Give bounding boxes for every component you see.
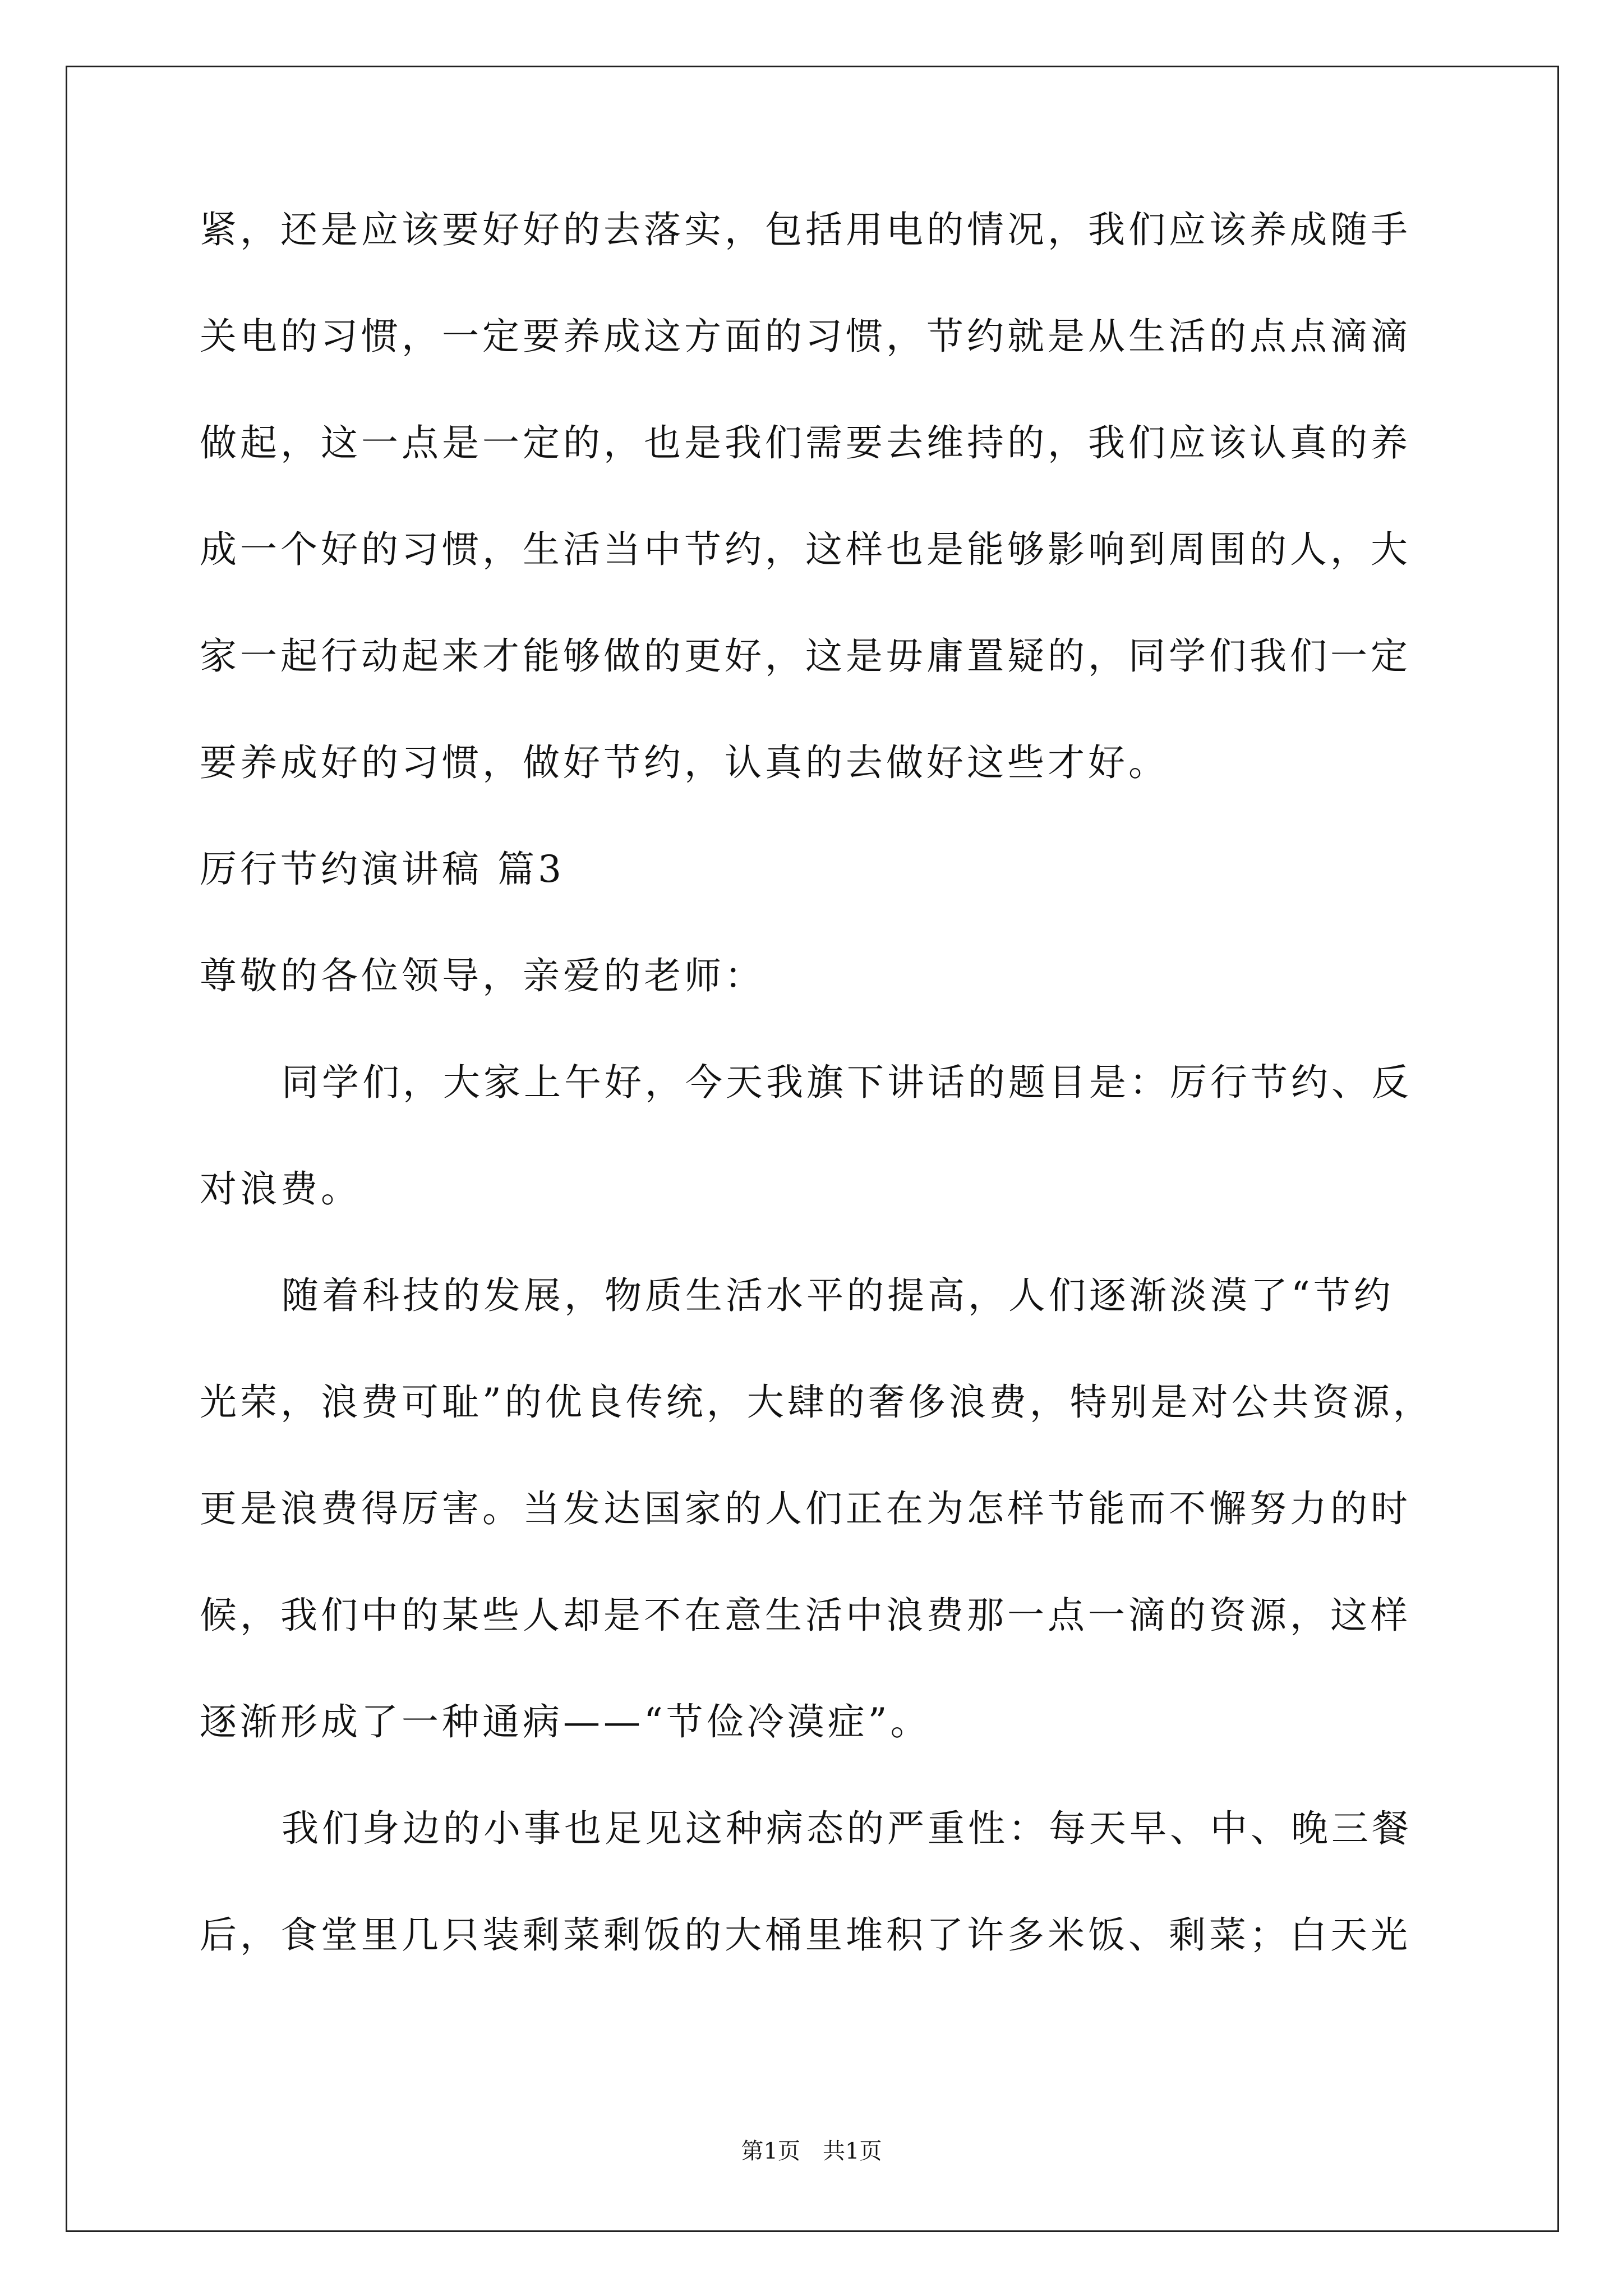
paragraph-line: 家一起行动起来才能够做的更好，这是毋庸置疑的，同学们我们一定 <box>200 634 1411 678</box>
page-number: 第1页 <box>741 2138 800 2164</box>
paragraph-line: 我们身边的小事也足见这种病态的严重性：每天早、中、晚三餐 <box>282 1807 1412 1850</box>
paragraph-line: 同学们，大家上午好，今天我旗下讲话的题目是：厉行节约、反 <box>282 1061 1412 1104</box>
paragraph-line: 关电的习惯，一定要养成这方面的习惯，节约就是从生活的点点滴滴 <box>200 315 1411 358</box>
salutation: 尊敬的各位领导，亲爱的老师： <box>200 954 765 997</box>
paragraph-line: 随着科技的发展，物质生活水平的提高，人们逐渐淡漠了“节约 <box>282 1274 1394 1317</box>
page-footer <box>0 2137 1623 2165</box>
paragraph-line: 更是浪费得厉害。当发达国家的人们正在为怎样节能而不懈努力的时 <box>200 1487 1411 1530</box>
paragraph-line: 做起，这一点是一定的，也是我们需要去维持的，我们应该认真的养 <box>200 421 1411 464</box>
paragraph-line: 候，我们中的某些人却是不在意生活中浪费那一点一滴的资源，这样 <box>200 1594 1411 1637</box>
section-heading: 厉行节约演讲稿 篇3 <box>200 848 565 891</box>
paragraph-line: 成一个好的习惯，生活当中节约，这样也是能够影响到周围的人，大 <box>200 528 1411 571</box>
paragraph-line: 对浪费。 <box>200 1167 361 1211</box>
paragraph-line: 逐渐形成了一种通病——“节俭冷漠症”。 <box>200 1700 931 1743</box>
paragraph-line: 紧，还是应该要好好的去落实，包括用电的情况，我们应该养成随手 <box>200 208 1411 251</box>
page-total: 共1页 <box>823 2138 882 2164</box>
paragraph-line: 光荣，浪费可耻”的优良传统，大肆的奢侈浪费，特别是对公共资源， <box>200 1381 1433 1424</box>
paragraph-line: 要养成好的习惯，做好节约，认真的去做好这些才好。 <box>200 741 1169 784</box>
page-border <box>66 66 1559 2232</box>
paragraph-line: 后，食堂里几只装剩菜剩饭的大桶里堆积了许多米饭、剩菜；白天光 <box>200 1913 1411 1957</box>
